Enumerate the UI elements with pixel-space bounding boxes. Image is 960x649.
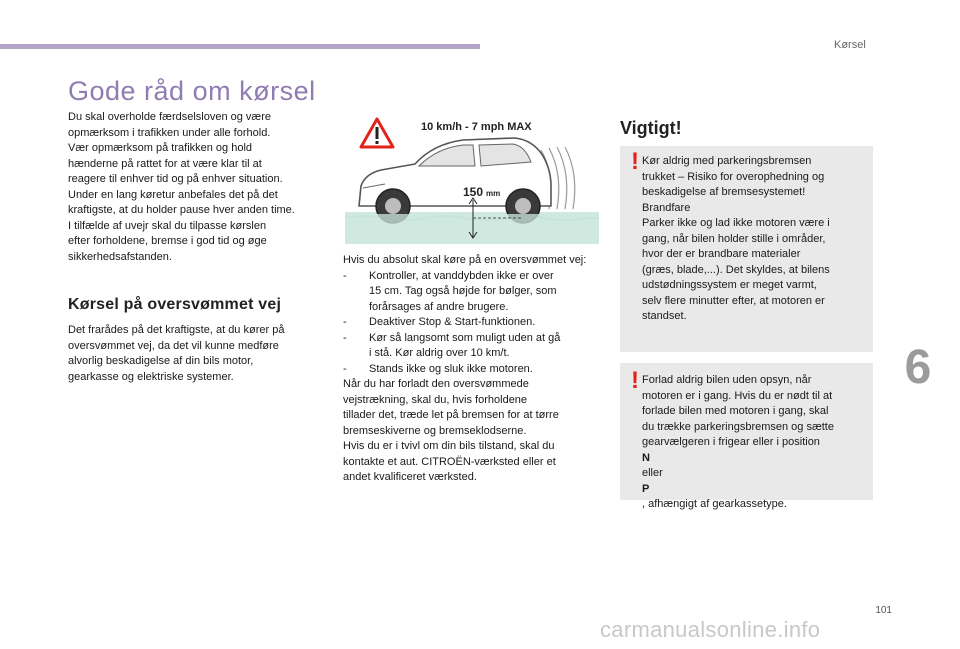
warning-text: gearvælgeren i frigear eller i position — [642, 436, 820, 448]
list-item-line: Stands ikke og sluk ikke motoren. — [369, 362, 533, 375]
warning-line: udstødningssystem er meget varmt, — [642, 279, 817, 291]
warning-line: selv flere minutter efter, at motoren er — [642, 294, 825, 307]
warning-line: standset. — [642, 310, 687, 322]
warning-line: motoren er i gang. Hvis du er nødt til at — [642, 389, 833, 402]
warning-line-gear — [642, 435, 864, 466]
intro-line: efter forholdene, bremse i god tid og øge — [68, 235, 267, 247]
exclamation-icon: ! — [631, 148, 639, 175]
warning-line: gang, når bilen holder stille i områder, — [642, 232, 826, 245]
intro-line: Du skal overholde færdselsloven og være — [68, 111, 271, 123]
after-line: andet kvalificeret værksted. — [343, 471, 477, 483]
intro-line: kraftigste, at du holder pause hver anden time. — [68, 204, 295, 216]
intro-line: I tilfælde af uvejr skal du tilpasse kørslen — [68, 219, 267, 232]
header-accent-bar — [0, 44, 480, 49]
list-dash: - — [343, 362, 347, 375]
intro-line: hænderne på rattet for at være klar til at — [68, 157, 262, 170]
after-line: Hvis du er i tvivl om din bils tilstand, skal du — [343, 440, 555, 452]
list-item-line: Kontroller, at vanddybden ikke er over — [369, 269, 554, 282]
list-item — [343, 269, 603, 316]
list-dash: - — [343, 269, 347, 282]
gear-park: P — [642, 482, 650, 495]
flooded-line: gearkasse og elektriske systemer. — [68, 370, 234, 383]
warning-line: Forlad aldrig bilen uden opsyn, når — [642, 374, 812, 386]
list-item-line: Deaktiver Stop & Start-funktionen. — [369, 316, 536, 328]
depth-value: 150 — [463, 185, 484, 199]
flooded-line: oversvømmet vej, da det vil kunne medføre — [68, 339, 279, 352]
intro-text — [68, 110, 330, 265]
section-title: Kørsel — [834, 39, 866, 51]
warning-triangle-icon — [361, 119, 393, 147]
flooded-road-heading: Kørsel på oversvømmet vej — [68, 296, 282, 313]
intro-line: reagere til enhver tid og på enhver situation. — [68, 173, 283, 185]
flooded-line: alvorlig beskadigelse af din bils motor, — [68, 355, 254, 367]
list-item-line: i stå. Kør aldrig over 10 km/t. — [369, 347, 510, 359]
list-item — [343, 331, 603, 362]
depth-unit: mm — [486, 189, 501, 198]
warning-line-gear — [642, 466, 864, 513]
warning-box-unattended — [620, 363, 873, 510]
list-item-line: 15 cm. Tag også højde for bølger, som — [369, 285, 557, 297]
flooded-line: Det frarådes på det kraftigste, at du kører på — [68, 324, 285, 336]
warning-text: , afhængigt af gearkassetype. — [642, 498, 787, 510]
intro-line: Vær opmærksom på trafikken og hold — [68, 142, 253, 154]
warning-line: beskadigelse af bremsesystemet! — [642, 186, 806, 198]
instructions-intro: Hvis du absolut skal køre på en oversvømmet vej: — [343, 254, 587, 266]
intro-line: Under en lang køretur anbefales det på det — [68, 188, 278, 201]
after-line: tillader det, træde let på bremsen for at tørre — [343, 409, 559, 421]
flooded-road-instructions — [343, 253, 603, 486]
car-icon — [359, 138, 551, 223]
flooded-road-illustration — [345, 114, 599, 246]
warning-line: forlade bilen med motoren i gang, skal — [642, 405, 829, 417]
after-line: bremseskiverne og bremseklodserne. — [343, 424, 527, 437]
warning-line: hvor der er brandbare materialer — [642, 248, 801, 260]
warning-box-parking-brake — [620, 146, 873, 352]
important-heading: Vigtigt! — [620, 118, 682, 138]
intro-line: sikkerhedsafstanden. — [68, 250, 172, 263]
after-line: kontakte et aut. CITROËN-værksted eller et — [343, 455, 556, 468]
chapter-number: 6 — [904, 341, 932, 394]
page-title: Gode råd om kørsel — [68, 76, 316, 106]
list-item-line: Kør så langsomt som muligt uden at gå — [369, 331, 561, 344]
warning-line: Kør aldrig med parkeringsbremsen — [642, 155, 812, 167]
warning-line: trukket – Risiko for overophedning og — [642, 170, 825, 183]
list-dash: - — [343, 331, 347, 344]
warning-line: Parker ikke og lad ikke motoren være i — [642, 217, 830, 229]
flooded-road-text — [68, 323, 330, 385]
after-line: vejstrækning, skal du, hvis forholdene — [343, 393, 528, 406]
page-number: 101 — [875, 605, 892, 616]
watermark: carmanualsonline.info — [600, 617, 821, 642]
warning-line: du trække parkeringsbremsen og sætte — [642, 420, 834, 433]
car-in-water-illustration — [345, 114, 599, 246]
list-item — [343, 362, 603, 378]
warning-line: (græs, blade,...). Det skyldes, at bilens — [642, 263, 830, 276]
gear-neutral: N — [642, 451, 650, 464]
warning-line: Brandfare — [642, 201, 691, 214]
speed-limit-label: 10 km/h - 7 mph MAX — [421, 121, 532, 133]
list-item-line: forårsages af andre brugere. — [369, 300, 509, 313]
intro-line: opmærksom i trafikken under alle forhold. — [68, 126, 271, 139]
warning-text: eller — [642, 467, 663, 479]
after-line: Når du har forladt den oversvømmede — [343, 378, 529, 390]
exclamation-icon: ! — [631, 367, 639, 394]
list-item — [343, 315, 603, 331]
list-dash: - — [343, 316, 347, 328]
